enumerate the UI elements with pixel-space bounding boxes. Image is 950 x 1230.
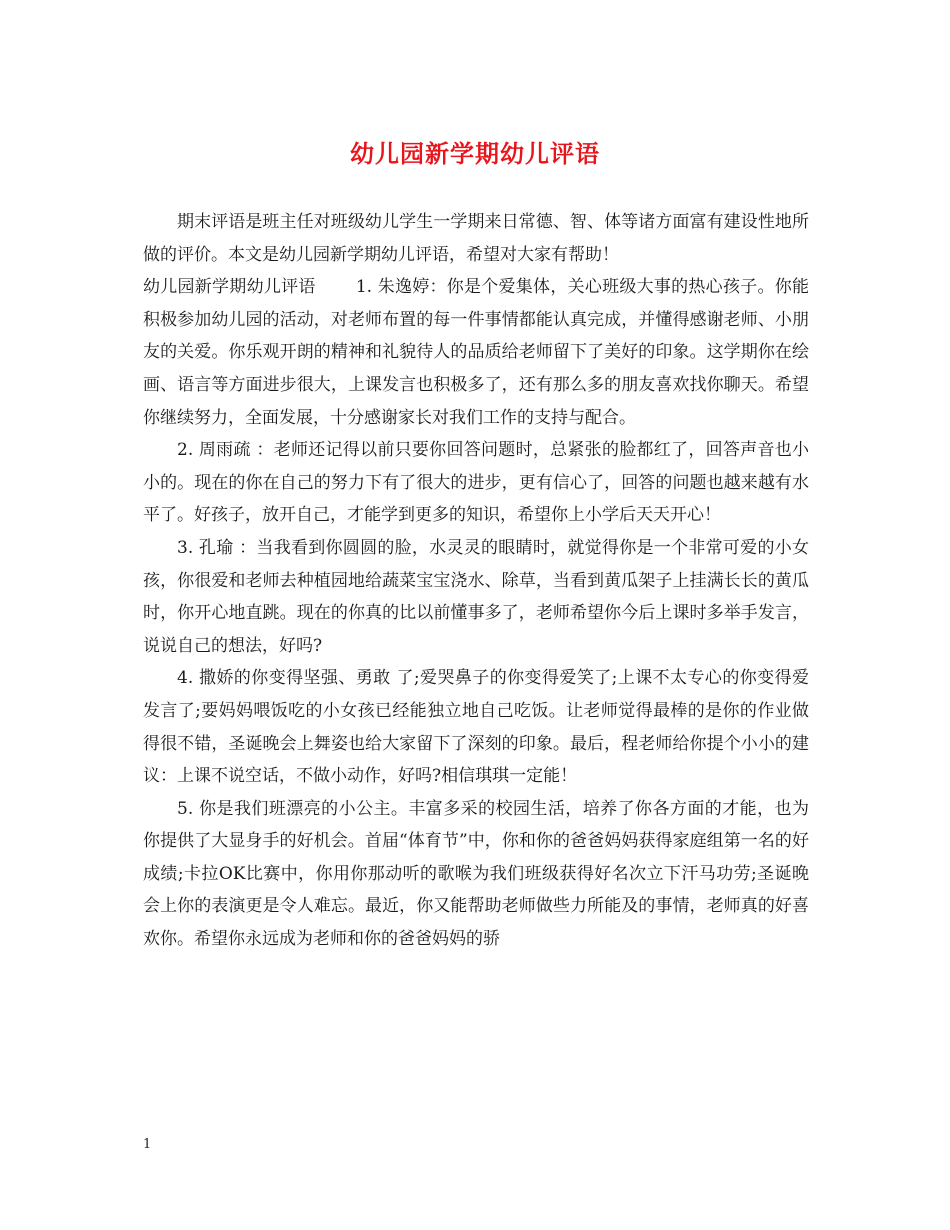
- intro-paragraph: 期末评语是班主任对班级幼儿学生一学期来日常德、智、体等诸方面富有建设性地所做的评价。本文是幼儿园新学期幼儿评语，希望对大家有帮助！: [143, 212, 809, 265]
- page-number: 1: [143, 1137, 152, 1152]
- paragraph-4: 4. 撒娇的你变得坚强、勇敢 了;爱哭鼻子的你变得爱笑了;上课不太专心的你变得爱发言了;要妈妈喂饭吃的小女孩已经能独立地自己吃饭。让老师觉得最棒的是你的作业做得很不错，圣诞晚会上舞姿也给大家留下了深刻的印象。最后，程老师给你提个小小的建议：上课不说空话，不做小动作，好吗?相信琪琪一定能！: [143, 668, 809, 787]
- paragraph-1: 幼儿园新学期幼儿评语 1. 朱逸婷：你是个爱集体，关心班级大事的热心孩子。你能积极参加幼儿园的活动，对老师布置的每一件事情都能认真完成，并懂得感谢老师、小朋友的关爱。你乐观开朗的精神和礼貌待人的品质给老师留下了美好的印象。这学期你在绘画、语言等方面进步很大，上课发言也积极多了，还有那么多的朋友喜欢找你聊天。希望你继续努力，全面发展，十分感谢家长对我们工作的支持与配合。: [143, 277, 809, 428]
- paragraph-3: 3. 孔瑜 ：当我看到你圆圆的脸，水灵灵的眼睛时，就觉得你是一个非常可爱的小女孩，你很爱和老师去种植园地给蔬菜宝宝浇水、除草，当看到黄瓜架子上挂满长长的黄瓜时，你开心地直跳。现在的你真的比以前懂事多了，老师希望你今后上课时多举手发言，说说自己的想法，好吗?: [143, 537, 809, 656]
- paragraph-5: 5. 你是我们班漂亮的小公主。丰富多采的校园生活，培养了你各方面的才能，也为你提供了大显身手的好机会。首届“体育节”中，你和你的爸爸妈妈获得家庭组第一名的好成绩;卡拉OK比赛中，你用你那动听的歌喉为我们班级获得好名次立下汗马功劳;圣诞晚会上你的表演更是令人难忘。最近，你又能帮助老师做些力所能及的事情，老师真的好喜欢你。希望你永远成为老师和你的爸爸妈妈的骄: [143, 798, 809, 950]
- paragraph-2: 2. 周雨疏 ：老师还记得以前只要你回答问题时，总紧张的脸都红了，回答声音也小小的。现在的你在自己的努力下有了很大的进步，更有信心了，回答的问题也越来越有水平了。好孩子，放开自己，才能学到更多的知识，希望你上小学后天天开心！: [143, 440, 809, 526]
- document-body: [143, 206, 809, 956]
- document-title: 幼儿园新学期幼儿评语: [350, 139, 600, 168]
